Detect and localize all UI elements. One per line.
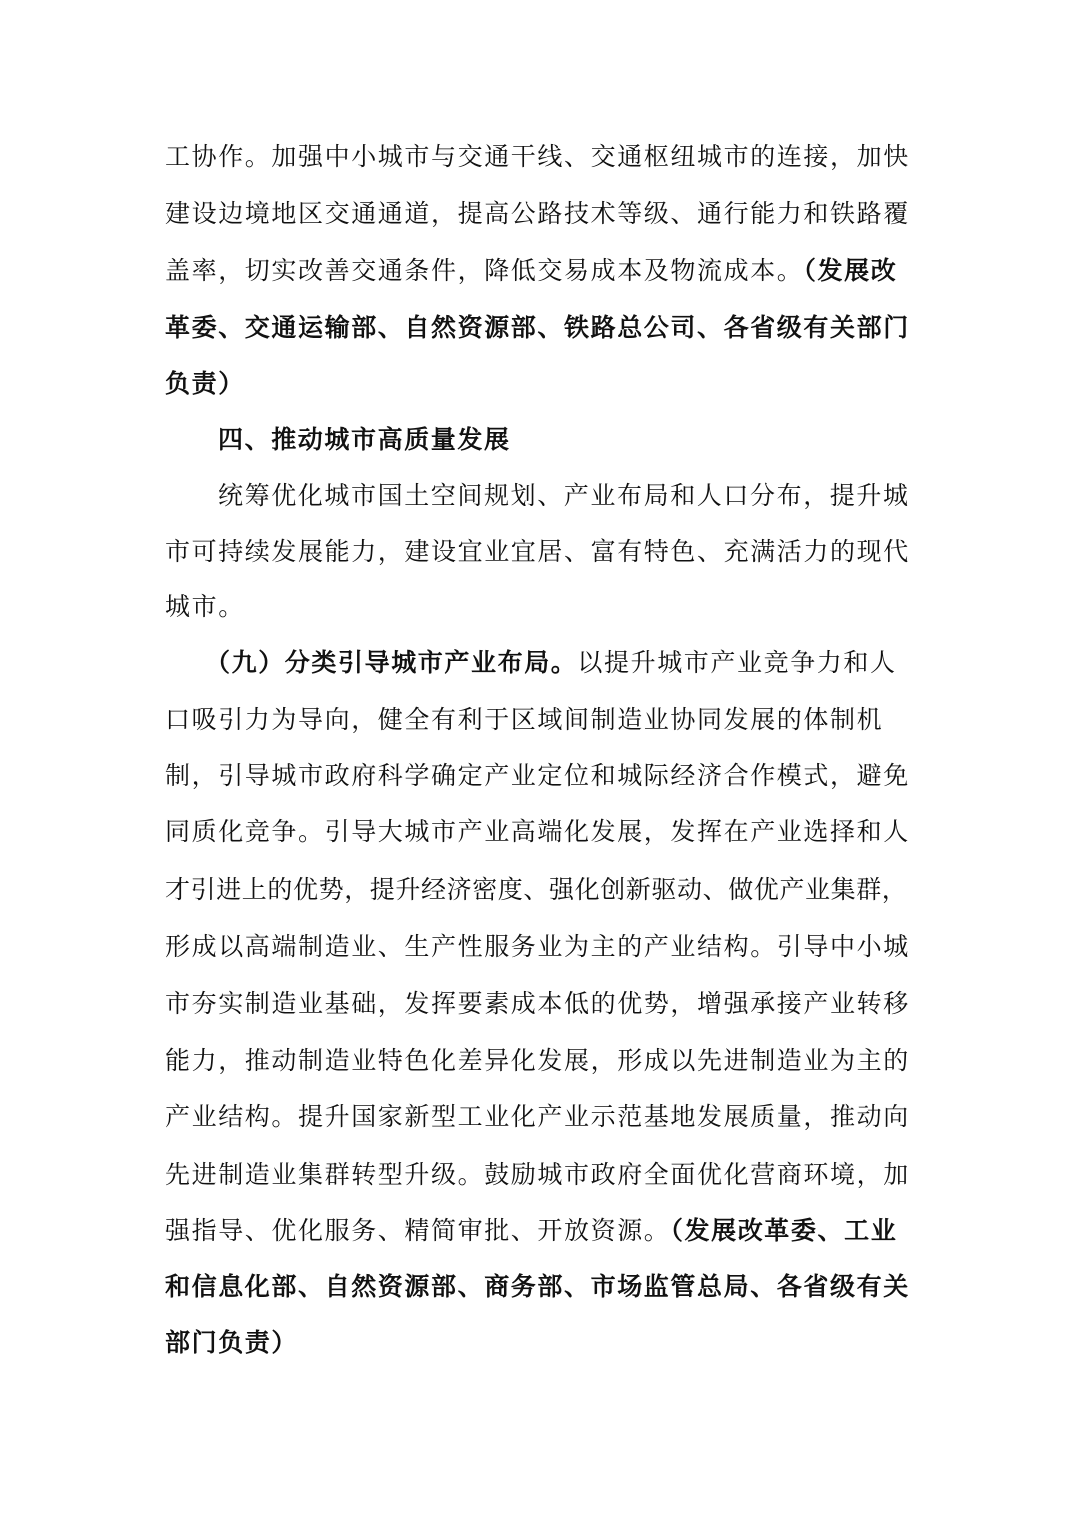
subsection-heading: （九）分类引导城市产业布局。: [205, 648, 578, 677]
paragraph-line: 市可持续发展能力，建设宜业宜居、富有特色、充满活力的现代: [165, 537, 910, 566]
paragraph-line: 制，引导城市政府科学确定产业定位和城际经济合作模式，避免: [165, 761, 910, 790]
paragraph-line: 同质化竞争。引导大城市产业高端化发展，发挥在产业选择和人: [165, 817, 910, 846]
responsibility-note: 负责）: [165, 369, 245, 398]
paragraph-line: 建设边境地区交通通道，提高公路技术等级、通行能力和铁路覆: [165, 199, 910, 228]
paragraph-line: [165, 251, 913, 291]
responsibility-note: （发展改: [803, 256, 898, 285]
paragraph-line: 才引进上的优势，提升经济密度、强化创新驱动、做优产业集群，: [165, 875, 908, 904]
responsibility-note: 部门负责）: [165, 1328, 299, 1357]
paragraph-line: [165, 1211, 913, 1251]
paragraph-line: 能力，推动制造业特色化差异化发展，形成以先进制造业为主的: [165, 1046, 910, 1075]
paragraph-line: 工协作。加强中小城市与交通干线、交通枢纽城市的连接，加快: [165, 142, 910, 171]
responsibility-note: 和信息化部、自然资源部、商务部、市场监管总局、各省级有关: [165, 1272, 910, 1301]
paragraph-line: 市夯实制造业基础，发挥要素成本低的优势，增强承接产业转移: [165, 989, 910, 1018]
paragraph-line: 形成以高端制造业、生产性服务业为主的产业结构。引导中小城: [165, 932, 910, 961]
paragraph-line: [205, 643, 913, 683]
paragraph-line: 统筹优化城市国土空间规划、产业布局和人口分布，提升城: [218, 481, 910, 510]
responsibility-note: 革委、交通运输部、自然资源部、铁路总公司、各省级有关部门: [165, 313, 910, 342]
responsibility-note: （发展改革委、工业: [670, 1216, 898, 1245]
paragraph-text: 盖率，切实改善交通条件，降低交易成本及物流成本。: [165, 256, 804, 285]
paragraph-line: 城市。: [165, 592, 245, 621]
paragraph-text: 以提升城市产业竞争力和人: [577, 648, 897, 677]
paragraph-text: 强指导、优化服务、精简审批、开放资源。: [165, 1216, 671, 1245]
section-heading: 四、推动城市高质量发展: [218, 425, 511, 454]
paragraph-line: 口吸引力为导向，健全有利于区域间制造业协同发展的体制机: [165, 705, 884, 734]
paragraph-line: 产业结构。提升国家新型工业化产业示范基地发展质量，推动向: [165, 1102, 910, 1131]
paragraph-line: 先进制造业集群转型升级。鼓励城市政府全面优化营商环境，加: [165, 1160, 910, 1189]
